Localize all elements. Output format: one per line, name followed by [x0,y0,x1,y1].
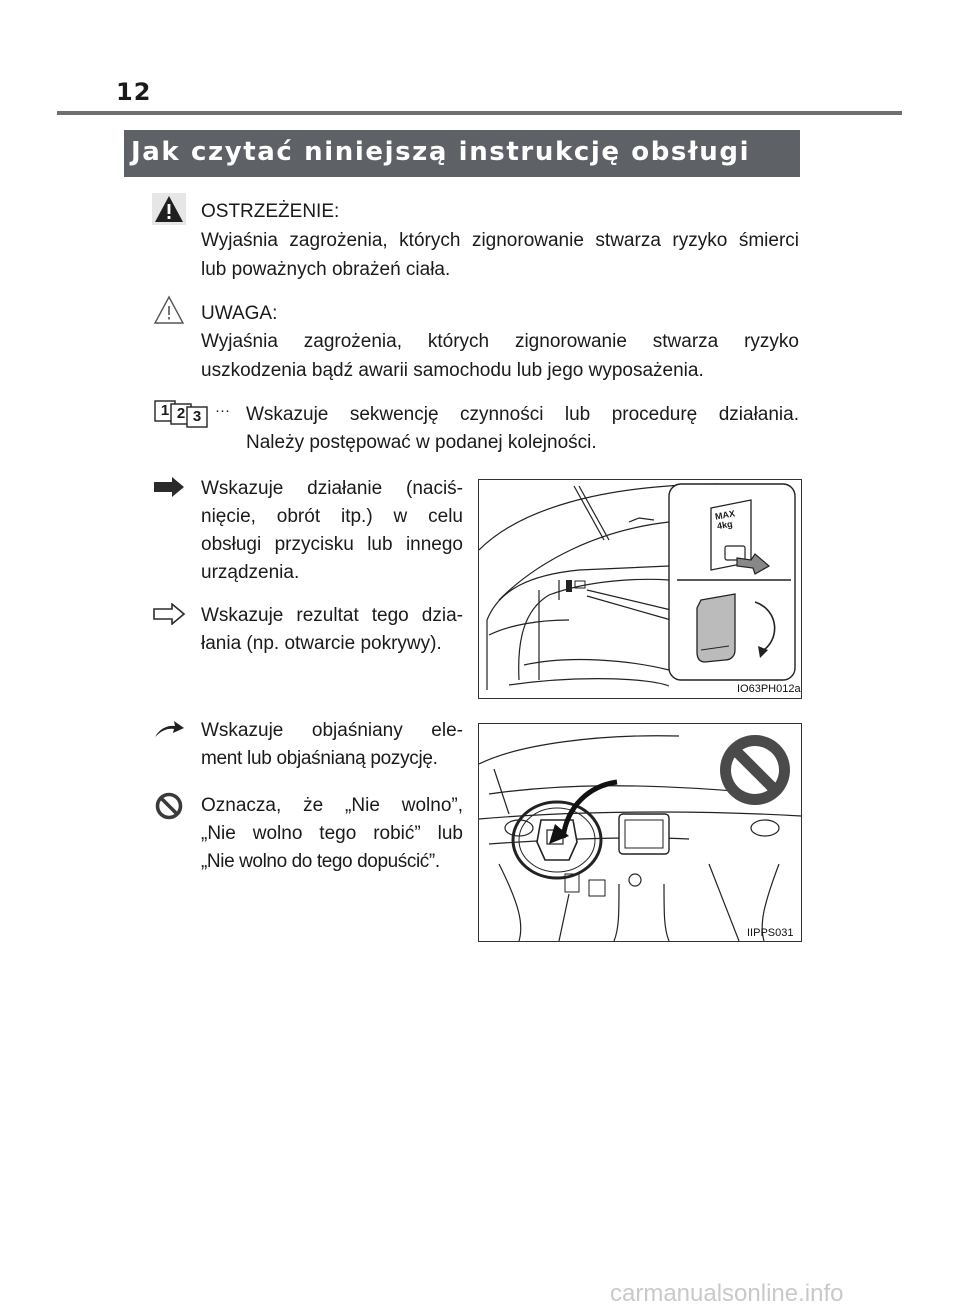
result-arrow-icon [152,603,186,625]
step-badge-1: 1 [160,402,170,419]
dashboard-drawing [479,724,801,941]
prohibited-icon [155,792,183,820]
pointer-line-2: ment lub objaśnianą pozycję. [201,748,438,769]
notice-line-2: uszkodzenia bądź awarii samochodu lub jego wyposażenia. [201,360,704,381]
pointer-line-1: Wskazuje objaśniany ele- [201,720,463,741]
steps-line-2: Należy postępować w podanej kolejności. [246,432,597,453]
caution-triangle-icon [152,294,186,326]
action-line-3: obsługi przycisku lub innego [201,534,463,555]
pointer-arrow-icon [152,718,186,740]
action-line-2: nięcie, obrót itp.) w celu [201,506,463,527]
watermark: carmanualsonline.info [610,1280,844,1307]
notice-label: UWAGA: [201,303,278,324]
trunk-illustration [478,479,802,699]
dashboard-illustration [478,723,802,942]
header-rule [57,111,902,115]
notice-line-1: Wyjaśnia zagrożenia, których zignorowanie stwarza ryzyko [201,331,799,352]
step-badge-2: 2 [176,405,186,422]
action-line-4: urządzenia. [201,562,300,583]
warning-triangle-icon [152,193,186,225]
warning-line-1: Wyjaśnia zagrożenia, których zignorowanie stwarza ryzyko śmierci [201,230,799,251]
prohibited-line-3: „Nie wolno do tego dopuścić”. [201,851,440,872]
step-separator: ··· [215,402,230,419]
max-tag-line-1: MAX [714,508,736,522]
action-line-1: Wskazuje działanie (naciś- [201,478,463,499]
section-title: Jak czytać niniejszą instrukcję obsługi [131,137,751,167]
page-number: 12 [116,78,152,106]
trunk-figure-code: IO63PH012a [737,683,801,695]
prohibited-line-2: „Nie wolno tego robić” lub [201,823,463,844]
warning-line-2: lub poważnych obrażeń ciała. [201,259,451,280]
step-badge-3: 3 [192,408,202,425]
steps-line-1: Wskazuje sekwencję czynności lub procedurę działania. [246,404,799,425]
result-line-1: Wskazuje rezultat tego dzia- [201,605,463,626]
result-line-2: łania (np. otwarcie pokrywy). [201,633,442,654]
action-arrow-icon [152,476,186,498]
section-title-bar [124,130,800,177]
max-tag-line-2: 4kg [716,518,734,532]
dashboard-figure-code: IIPPS031 [747,927,794,939]
prohibited-line-1: Oznacza, że „Nie wolno”, [201,795,463,816]
warning-label: OSTRZEŻENIE: [201,201,340,222]
trunk-drawing [479,480,801,698]
